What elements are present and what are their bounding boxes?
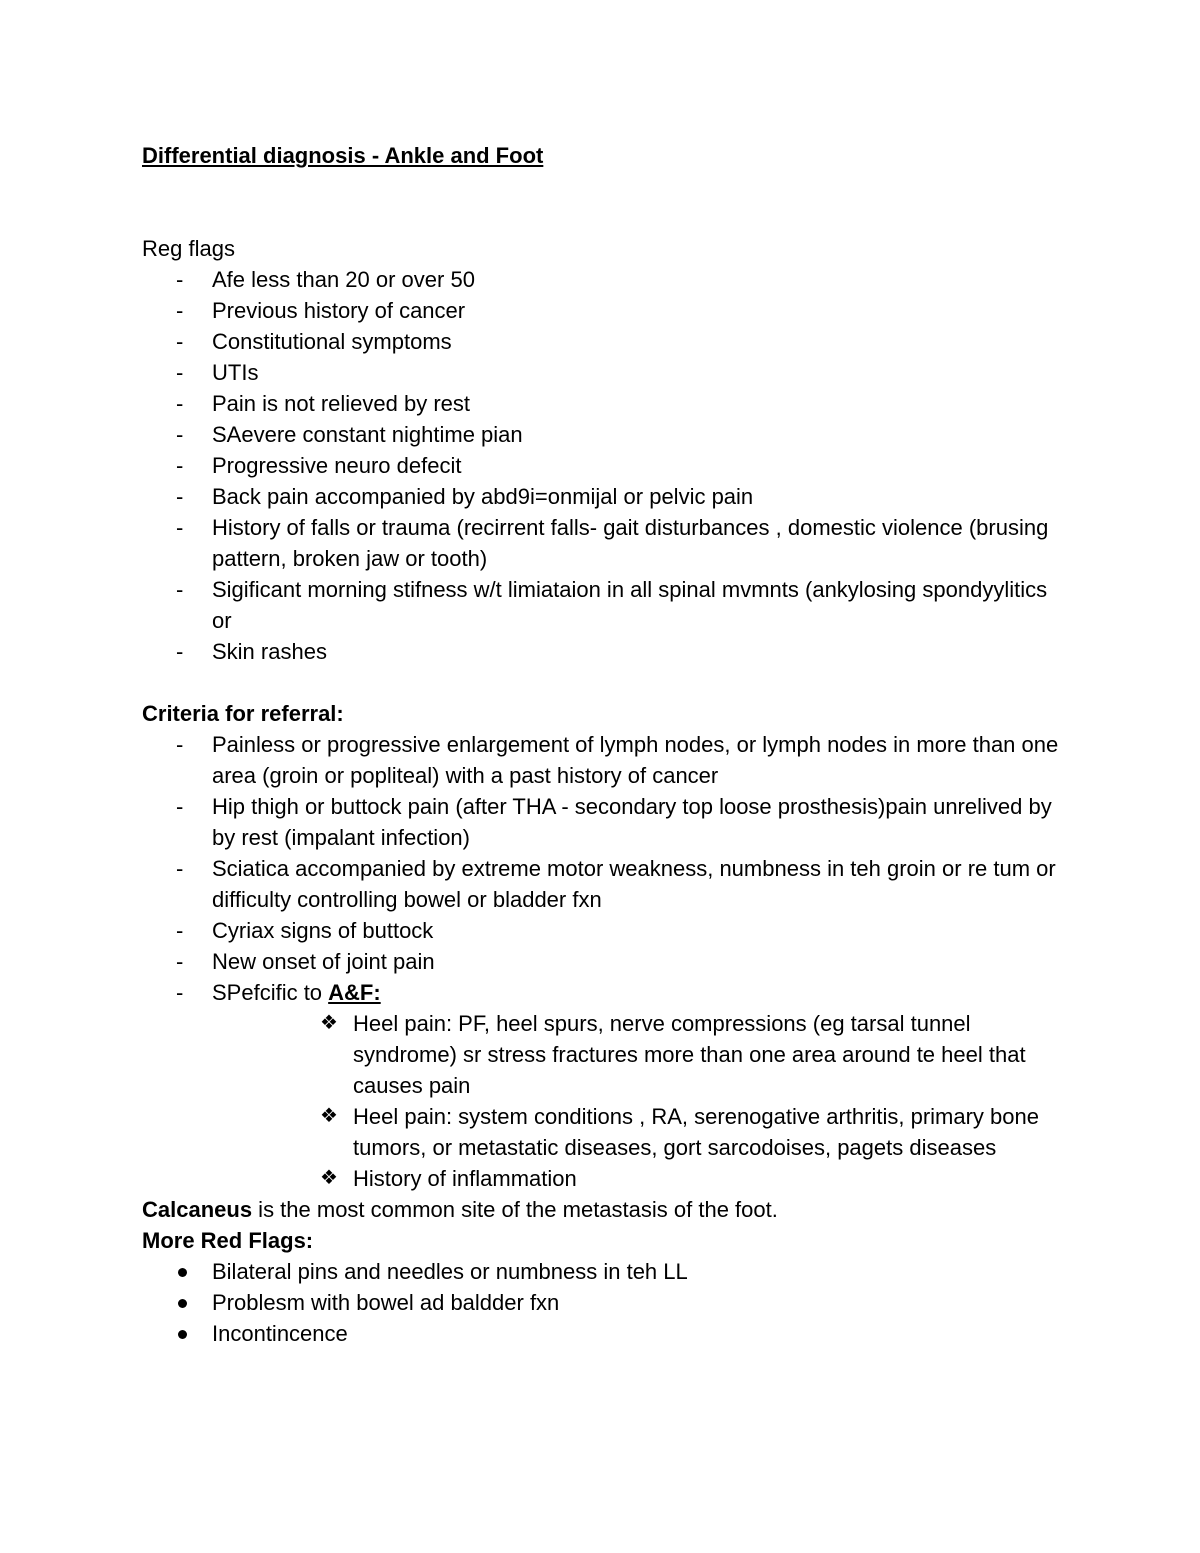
list-item: - Painless or progressive enlargement of lymph nodes, or lymph nodes in more than one area (groin or popliteal) with a past history of cancer [142, 729, 1062, 791]
list-item: - Pain is not relieved by rest [142, 388, 1062, 419]
diamond-bullet-icon: ❖ [320, 1105, 338, 1127]
dash-marker: - [176, 980, 184, 1005]
dash-marker: - [176, 298, 184, 323]
dash-marker: - [176, 577, 184, 602]
list-item: - Skin rashes [142, 636, 1062, 667]
list-item: Incontincence [142, 1318, 1062, 1349]
dash-marker: - [176, 515, 184, 540]
list-item: - Back pain accompanied by abd9i=onmijal or pelvic pain [142, 481, 1062, 512]
list-item: - Progressive neuro defecit [142, 450, 1062, 481]
dash-marker: - [176, 360, 184, 385]
specific-label: A&F: [328, 980, 381, 1005]
list-item: Problesm with bowel ad baldder fxn [142, 1287, 1062, 1318]
dash-marker: - [176, 267, 184, 292]
list-item: - Constitutional symptoms [142, 326, 1062, 357]
specific-list [142, 1008, 1062, 1194]
red-flags-heading: Reg flags [142, 236, 235, 261]
dash-marker: - [176, 422, 184, 447]
list-item: ❖ Heel pain: system conditions , RA, serenogative arthritis, primary bone tumors, or metastatic diseases, gort sarcodoises, pagets diseases [142, 1101, 1062, 1163]
list-item: - Hip thigh or buttock pain (after THA - secondary top loose prosthesis)pain unrelived by by rest (impalant infection) [142, 791, 1062, 853]
bullet-dot-icon [178, 1268, 187, 1277]
dash-marker: - [176, 639, 184, 664]
bullet-dot-icon [178, 1330, 187, 1339]
red-flags-list [142, 264, 1062, 667]
dash-marker: - [176, 453, 184, 478]
list-item: - SAevere constant nightime pian [142, 419, 1062, 450]
calcaneus-sentence: Calcaneus is the most common site of the metastasis of the foot. [142, 1197, 778, 1222]
referral-heading: Criteria for referral: [142, 701, 344, 726]
bullet-dot-icon [178, 1299, 187, 1308]
diamond-bullet-icon: ❖ [320, 1012, 338, 1034]
document-page [142, 140, 1062, 1349]
list-item: - Previous history of cancer [142, 295, 1062, 326]
dash-marker: - [176, 732, 184, 757]
list-item: - Sigificant morning stifness w/t limiataion in all spinal mvmnts (ankylosing spondyylitics or [142, 574, 1062, 636]
dash-marker: - [176, 329, 184, 354]
dash-marker: - [176, 949, 184, 974]
list-item: ❖ Heel pain: PF, heel spurs, nerve compressions (eg tarsal tunnel syndrome) sr stress fractures more than one area around te heel that causes pain [142, 1008, 1062, 1101]
specific-prefix: SPefcific to [212, 980, 329, 1005]
list-item: - History of falls or trauma (recirrent falls- gait disturbances , domestic violence (brusing pattern, broken jaw or tooth) [142, 512, 1062, 574]
list-item: Bilateral pins and needles or numbness in teh LL [142, 1256, 1062, 1287]
more-red-flags-heading: More Red Flags: [142, 1228, 314, 1253]
list-item: ❖ History of inflammation [142, 1163, 1062, 1194]
list-item: - UTIs [142, 357, 1062, 388]
dash-marker: - [176, 484, 184, 509]
list-item: - Cyriax signs of buttock [142, 915, 1062, 946]
more-red-flags-list [142, 1256, 1062, 1349]
list-item [142, 977, 1062, 1008]
list-item: - New onset of joint pain [142, 946, 1062, 977]
document-title: Differential diagnosis - Ankle and Foot [142, 143, 544, 168]
dash-marker: - [176, 391, 184, 416]
list-item: - Sciatica accompanied by extreme motor weakness, numbness in teh groin or re tum or difficulty controlling bowel or bladder fxn [142, 853, 1062, 915]
dash-marker: - [176, 794, 184, 819]
list-item: - Afe less than 20 or over 50 [142, 264, 1062, 295]
referral-list [142, 729, 1062, 1008]
diamond-bullet-icon: ❖ [320, 1167, 338, 1189]
dash-marker: - [176, 918, 184, 943]
dash-marker: - [176, 856, 184, 881]
